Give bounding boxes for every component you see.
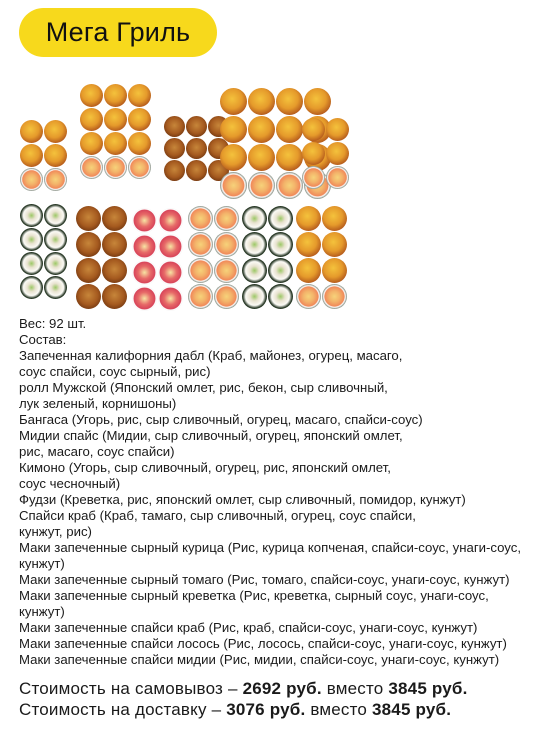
sushi-roll — [322, 206, 347, 231]
sushi-roll — [158, 260, 183, 285]
pickup-old-price: 3845 руб. — [388, 679, 468, 698]
sushi-roll — [44, 276, 67, 299]
composition-item: Спайси краб (Краб, тамаго, сыр сливочный, огурец, соус спайси, — [19, 508, 416, 523]
sushi-roll — [304, 88, 331, 115]
sushi-roll — [188, 232, 213, 257]
page-title: Мега Гриль — [19, 8, 217, 57]
sushi-roll — [76, 284, 101, 309]
sushi-roll — [242, 258, 267, 283]
sushi-roll — [80, 84, 103, 107]
sushi-roll — [276, 88, 303, 115]
sushi-roll — [128, 132, 151, 155]
sushi-roll — [104, 108, 127, 131]
sushi-roll — [20, 144, 43, 167]
composition-item-continued: рис, масаго, соус спайси) — [19, 444, 175, 459]
sushi-roll — [102, 258, 127, 283]
composition-item: Маки запеченные сырный креветка (Рис, креветка, сырный соус, унаги-соус, — [19, 588, 489, 603]
sushi-roll — [44, 204, 67, 227]
prices-block — [19, 678, 468, 720]
sushi-roll — [326, 118, 349, 141]
sushi-roll — [220, 172, 247, 199]
sushi-roll — [276, 172, 303, 199]
composition-item-continued: лук зеленый, корнишоны) — [19, 396, 177, 411]
sushi-roll — [322, 284, 347, 309]
sushi-roll — [20, 276, 43, 299]
sushi-roll — [220, 144, 247, 171]
sushi-roll — [132, 260, 157, 285]
sushi-roll — [248, 172, 275, 199]
sushi-roll — [248, 116, 275, 143]
delivery-price: 3076 руб. — [226, 700, 306, 719]
set-description — [19, 316, 557, 668]
sushi-roll — [268, 232, 293, 257]
sushi-roll — [20, 168, 43, 191]
sushi-roll — [326, 142, 349, 165]
sushi-roll — [80, 108, 103, 131]
sushi-roll — [296, 284, 321, 309]
sushi-roll — [186, 116, 207, 137]
composition-item: Запеченная калифорния дабл (Краб, майонез, огурец, масаго, — [19, 348, 403, 363]
sushi-roll — [214, 232, 239, 257]
pickup-price-line — [19, 678, 468, 699]
sushi-roll — [296, 258, 321, 283]
sushi-roll — [102, 232, 127, 257]
sushi-roll — [296, 232, 321, 257]
delivery-instead: вместо — [310, 700, 368, 719]
sushi-roll — [322, 232, 347, 257]
sushi-roll — [76, 206, 101, 231]
sushi-roll — [302, 118, 325, 141]
sushi-roll — [80, 156, 103, 179]
sushi-roll — [20, 228, 43, 251]
sushi-roll — [128, 108, 151, 131]
sushi-roll — [20, 120, 43, 143]
sushi-roll — [242, 284, 267, 309]
sushi-roll — [186, 160, 207, 181]
weight-text: Вес: 92 шт. — [19, 316, 87, 331]
sushi-roll — [188, 206, 213, 231]
sushi-roll — [158, 234, 183, 259]
sushi-roll — [242, 232, 267, 257]
sushi-roll — [214, 284, 239, 309]
sushi-roll — [128, 84, 151, 107]
sushi-roll — [164, 138, 185, 159]
sushi-roll — [248, 88, 275, 115]
sushi-roll — [76, 232, 101, 257]
sushi-roll — [102, 284, 127, 309]
composition-list — [19, 348, 557, 668]
composition-item-continued: соус чесночный) — [19, 476, 121, 491]
pickup-label: Стоимость на самовывоз – — [19, 679, 238, 698]
composition-item-continued: кунжут, рис) — [19, 524, 92, 539]
sushi-roll — [242, 206, 267, 231]
sushi-roll — [326, 166, 349, 189]
sushi-roll — [104, 156, 127, 179]
composition-item: Маки запеченные сырный курица (Рис, курица копченая, спайси-соус, унаги-соус, — [19, 540, 522, 555]
sushi-roll — [44, 252, 67, 275]
composition-label: Состав: — [19, 332, 67, 347]
composition-item: Мидии спайс (Мидии, сыр сливочный, огурец, японский омлет, — [19, 428, 403, 443]
sushi-roll — [268, 284, 293, 309]
sushi-roll — [20, 204, 43, 227]
sushi-roll — [214, 258, 239, 283]
sushi-roll — [102, 206, 127, 231]
delivery-label: Стоимость на доставку – — [19, 700, 222, 719]
sushi-roll — [44, 228, 67, 251]
sushi-roll — [128, 156, 151, 179]
sushi-roll — [44, 168, 67, 191]
sushi-roll — [186, 138, 207, 159]
composition-item: Маки запеченные спайси лосось (Рис, лосось, спайси-соус, унаги-соус, кунжут) — [19, 636, 507, 651]
composition-item: Маки запеченные спайси мидии (Рис, мидии, спайси-соус, унаги-соус, кунжут) — [19, 652, 500, 667]
sushi-roll — [104, 84, 127, 107]
sushi-roll — [158, 286, 183, 311]
composition-item: Фудзи (Креветка, рис, японский омлет, сыр сливочный, помидор, кунжут) — [19, 492, 466, 507]
sushi-roll — [164, 160, 185, 181]
sushi-roll — [76, 258, 101, 283]
sushi-roll — [188, 284, 213, 309]
sushi-roll — [132, 208, 157, 233]
sushi-roll — [220, 88, 247, 115]
sushi-roll — [164, 116, 185, 137]
sushi-roll — [158, 208, 183, 233]
sushi-roll — [44, 144, 67, 167]
sushi-roll — [302, 142, 325, 165]
sushi-roll — [220, 116, 247, 143]
sushi-roll — [268, 206, 293, 231]
composition-item: Бангаса (Угорь, рис, сыр сливочный, огурец, масаго, спайси-соус) — [19, 412, 423, 427]
sushi-roll — [132, 234, 157, 259]
pickup-price: 2692 руб. — [242, 679, 322, 698]
sushi-roll — [248, 144, 275, 171]
composition-item: Кимоно (Угорь, сыр сливочный, огурец, рис, японский омлет, — [19, 460, 391, 475]
sushi-roll — [132, 286, 157, 311]
composition-item-continued: соус спайси, соус сырный, рис) — [19, 364, 211, 379]
composition-item: Маки запеченные сырный томаго (Рис, томаго, спайси-соус, унаги-соус, кунжут) — [19, 572, 510, 587]
composition-item: Маки запеченные спайси краб (Рис, краб, спайси-соус, унаги-соус, кунжут) — [19, 620, 478, 635]
composition-item-continued: кунжут) — [19, 604, 65, 619]
delivery-price-line — [19, 699, 468, 720]
sushi-roll — [104, 132, 127, 155]
sushi-roll — [302, 166, 325, 189]
sushi-roll — [20, 252, 43, 275]
sushi-roll — [276, 116, 303, 143]
pickup-instead: вместо — [326, 679, 384, 698]
delivery-old-price: 3845 руб. — [372, 700, 452, 719]
composition-item: ролл Мужской (Японский омлет, рис, бекон, сыр сливочный, — [19, 380, 388, 395]
sushi-roll — [44, 120, 67, 143]
sushi-roll — [80, 132, 103, 155]
sushi-roll — [214, 206, 239, 231]
sushi-roll — [296, 206, 321, 231]
sushi-roll — [188, 258, 213, 283]
composition-item-continued: кунжут) — [19, 556, 65, 571]
sushi-roll — [322, 258, 347, 283]
sushi-roll — [268, 258, 293, 283]
sushi-set-image — [18, 80, 358, 312]
sushi-roll — [276, 144, 303, 171]
